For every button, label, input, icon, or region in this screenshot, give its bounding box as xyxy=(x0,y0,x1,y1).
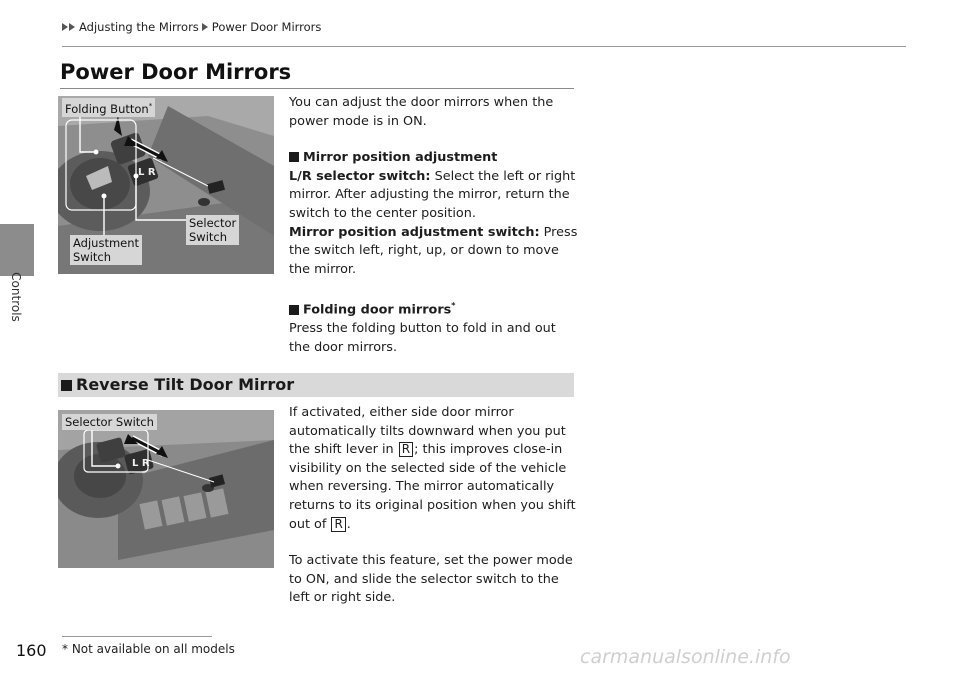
footnote: * Not available on all models xyxy=(62,642,235,656)
footnote-divider xyxy=(62,636,212,637)
mirror-instructions xyxy=(289,94,579,357)
watermark: carmanualsonline.info xyxy=(580,646,791,668)
breadcrumb-arrow-icon xyxy=(202,23,208,31)
side-tab-label: Controls xyxy=(9,272,23,322)
svg-text:L R: L R xyxy=(132,458,150,469)
label-adjustment-switch: Adjustment Switch xyxy=(70,235,142,265)
header-divider xyxy=(62,46,906,47)
shift-r-key: R xyxy=(331,517,345,532)
label-selector-switch: Selector Switch xyxy=(186,215,239,245)
breadcrumb-arrow-icon xyxy=(62,23,68,31)
shift-r-key: R xyxy=(399,442,413,457)
activate-instructions: To activate this feature, set the power mode to ON, and slide the selector switch to the left or right side. xyxy=(289,553,573,606)
breadcrumb-item-adjusting-mirrors[interactable]: Adjusting the Mirrors xyxy=(79,20,199,34)
figure-reverse-tilt-switch xyxy=(58,410,274,568)
svg-text:L R: L R xyxy=(138,167,156,178)
mirror-position-heading: Mirror position adjustment xyxy=(289,149,579,168)
label-folding-button: Folding Button* xyxy=(62,98,155,117)
reverse-tilt-description: If activated, either side door mirror automatically tilts downward when you put the shift lever in R ; this improves close-in visibility on the selected side of the vehicle when reversing. The mirror automatically returns to its original position when you shift out of R . xyxy=(289,405,576,532)
selector-switch-illustration xyxy=(58,410,274,568)
title-divider xyxy=(60,88,574,89)
lr-selector-paragraph: L/R selector switch: Select the left or right mirror. After adjusting the mirror, return the switch to the center position. xyxy=(289,168,576,221)
intro-text: You can adjust the door mirrors when the power mode is in ON. xyxy=(289,95,554,129)
breadcrumb-arrow-icon xyxy=(69,23,75,31)
adjustment-switch-paragraph: Mirror position adjustment switch: Press the switch left, right, up, or down to move the mirror. xyxy=(289,224,578,277)
figure-power-mirror-switches xyxy=(58,96,274,274)
label-selector-switch-2: Selector Switch xyxy=(62,414,157,430)
folding-mirrors-heading: Folding door mirrors* xyxy=(289,297,579,320)
folding-text: Press the folding button to fold in and out the door mirrors. xyxy=(289,321,556,355)
page-title: Power Door Mirrors xyxy=(60,60,292,84)
page-number: 160 xyxy=(16,641,47,660)
breadcrumb-item-power-door-mirrors[interactable]: Power Door Mirrors xyxy=(211,20,322,34)
breadcrumb xyxy=(62,20,321,34)
reverse-tilt-instructions xyxy=(289,404,581,608)
section-reverse-tilt: Reverse Tilt Door Mirror xyxy=(58,373,574,397)
